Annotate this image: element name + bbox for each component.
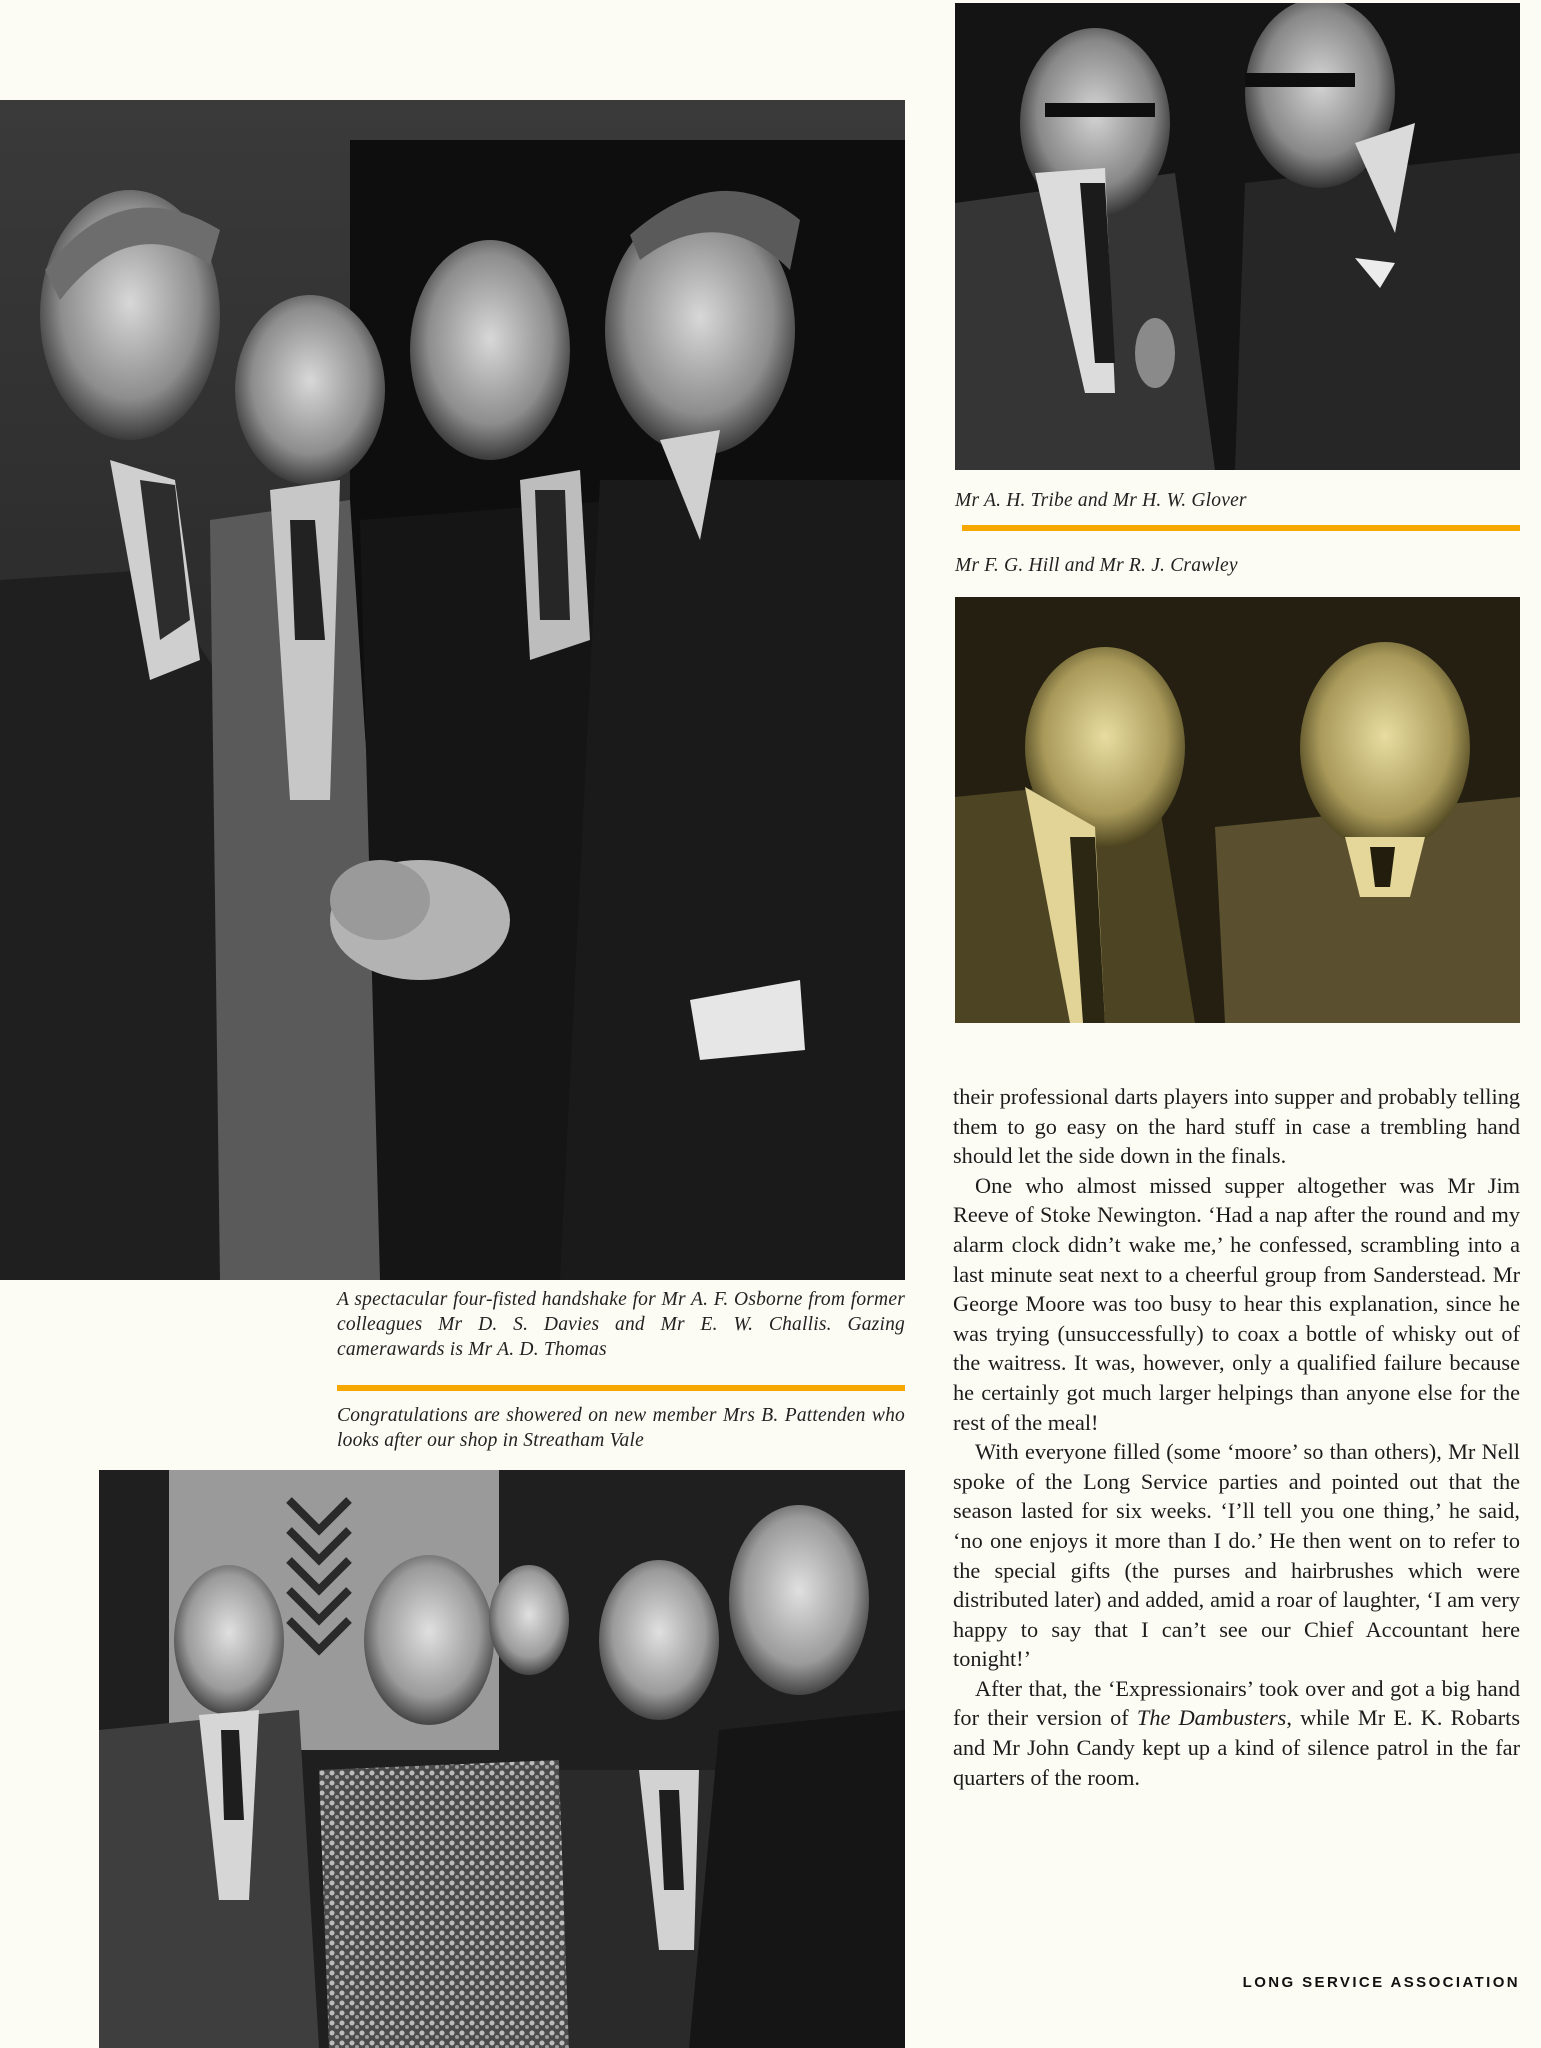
photo-pattenden-group: [99, 1470, 905, 2048]
section-footer: LONG SERVICE ASSOCIATION: [1242, 1974, 1520, 1991]
photo-tribe-glover: [955, 3, 1520, 470]
photo-handshake: [0, 100, 905, 1280]
photo-hill-crawley-image: [955, 597, 1520, 1023]
caption-hill-crawley: Mr F. G. Hill and Mr R. J. Crawley: [955, 555, 1238, 576]
article-paragraph: One who almost missed supper altogether was Mr Jim Reeve of Stoke Newington. ‘Had a nap after the round and my alarm clock didn’t wake me,’ he confessed, scrambling into a last minute seat next to a cheerful group from Sanderstead. Mr George Moore was too busy to hear this explanation, since he was trying (unsuccessfully) to coax a bottle of whisky out of the waitress. It was, however, only a qualified failure because he certainly got much larger helpings than anyone else for the rest of the meal!: [953, 1172, 1520, 1435]
article-paragraph-last: [953, 1674, 1520, 1792]
photo-pattenden-group-image: [99, 1470, 905, 2048]
article-text: , while Mr E. K. Robarts and Mr John Candy kept up a kind of silence patrol in the far quarters of the room.: [953, 1705, 1521, 1790]
photo-tribe-glover-image: [955, 3, 1520, 470]
caption-pattenden: Congratulations are showered on new member Mrs B. Pattenden who looks after our shop in Streatham Vale: [337, 1405, 905, 1451]
photo-hill-crawley: [955, 597, 1520, 1023]
article-body: [953, 1082, 1520, 1792]
orange-divider-left: [337, 1385, 905, 1391]
article-text: After that, the ‘Expressionairs’ took over and got a big hand for their version of: [953, 1675, 1520, 1731]
caption-handshake: A spectacular four-fisted handshake for Mr A. F. Osborne from former colleagues Mr D. S. Davies and Mr E. W. Challis. Gazing camerawards is Mr A. D. Thomas: [337, 1289, 905, 1360]
article-paragraph: With everyone filled (some ‘moore’ so than others), Mr Nell spoke of the Long Service parties and pointed out that the season lasted for six weeks. ‘I’ll tell you one thing,’ he said, ‘no one enjoys it more than I do.’ He then went on to refer to the special gifts (the purses and hairbrushes which were distributed later) and added, amid a roar of laughter, ‘I am very happy to say that I can’t see our Chief Accountant here tonight!’: [953, 1439, 1520, 1672]
article-paragraph: their professional darts players into supper and probably telling them to go easy on the hard stuff in case a trembling hand should let the side down in the finals.: [953, 1084, 1520, 1169]
orange-divider-right: [962, 525, 1520, 531]
song-title: The Dambusters: [1136, 1705, 1287, 1731]
caption-tribe-glover: Mr A. H. Tribe and Mr H. W. Glover: [955, 490, 1247, 511]
photo-handshake-image: [0, 100, 905, 1280]
